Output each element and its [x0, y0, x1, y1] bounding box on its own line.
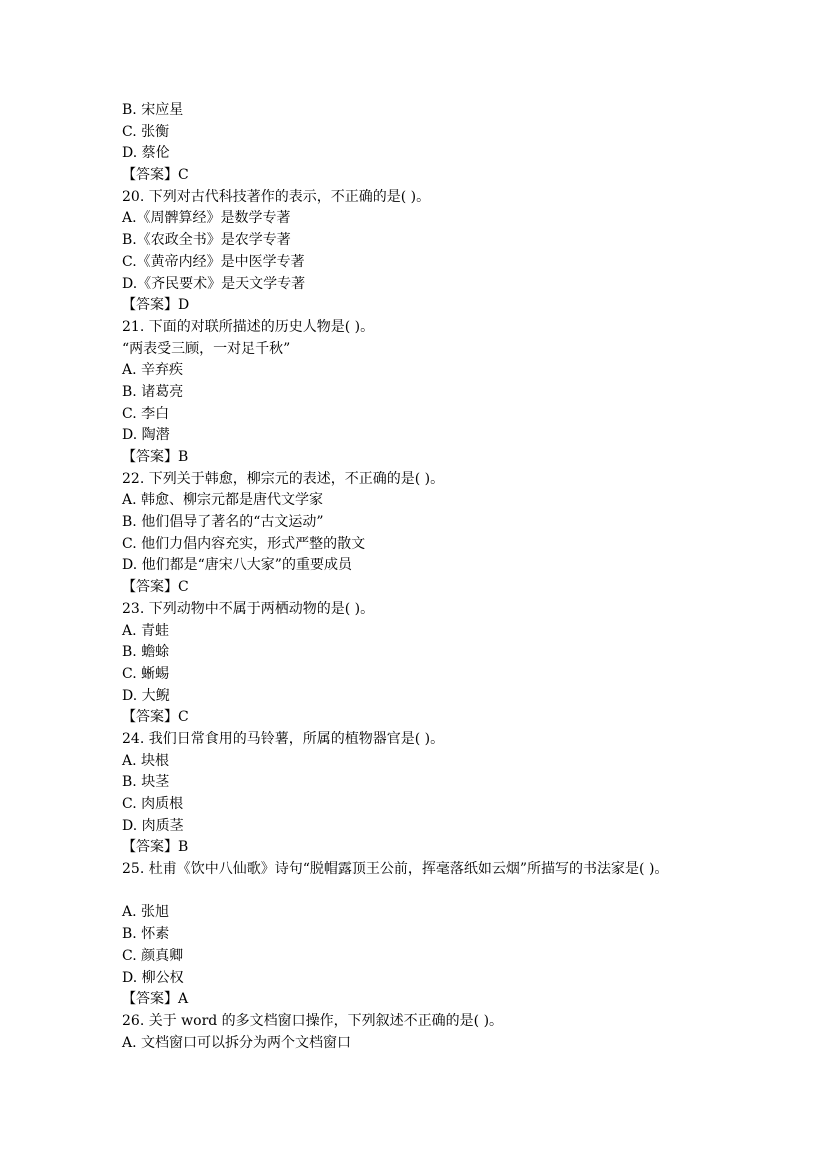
- question-26-option-a: A. 文档窗口可以拆分为两个文档窗口: [122, 1034, 352, 1051]
- question-20-option-b: B.《农政全书》是农学专著: [122, 232, 291, 249]
- question-25-option-a: A. 张旭: [122, 904, 170, 921]
- document-page: [122, 100, 762, 1054]
- question-20: 20. 下列对古代科技著作的表示，不正确的是( )。: [122, 188, 431, 205]
- question-25: 25. 杜甫《饮中八仙歌》诗句“脱帽露顶王公前，挥毫落纸如云烟”所描写的书法家是( )。: [122, 861, 669, 878]
- question-22-option-c: C. 他们力倡内容充实，形式严整的散文: [122, 535, 366, 552]
- question-21-option-b: B. 诸葛亮: [122, 383, 184, 400]
- question-21-option-a: A. 辛弃疾: [122, 362, 184, 379]
- answer-23: 【答案】C: [122, 709, 189, 726]
- question-23-option-b: B. 蟾蜍: [122, 644, 170, 661]
- question-23-option-d: D. 大鲵: [122, 687, 170, 704]
- question-23-option-a: A. 青蛙: [122, 622, 170, 639]
- answer-20: 【答案】D: [122, 297, 190, 314]
- question-23-option-c: C. 蜥蜴: [122, 665, 170, 682]
- question-22-option-d: D. 他们都是“唐宋八大家”的重要成员: [122, 557, 352, 574]
- option-b-song-yingxing: B. 宋应星: [122, 102, 184, 118]
- answer-24: 【答案】B: [122, 839, 189, 856]
- answer-25: 【答案】A: [122, 991, 189, 1008]
- question-21-option-d: D. 陶潜: [122, 427, 170, 444]
- question-25-option-c: C. 颜真卿: [122, 947, 184, 964]
- question-20-option-a: A.《周髀算经》是数学专著: [122, 210, 291, 227]
- question-22-option-a: A. 韩愈、柳宗元都是唐代文学家: [122, 492, 324, 509]
- question-20-option-c: C.《黄帝内经》是中医学专著: [122, 253, 305, 270]
- option-d-cai-lun: D. 蔡伦: [122, 145, 170, 162]
- question-25-option-b: B. 怀素: [122, 926, 170, 943]
- answer-19: 【答案】C: [122, 167, 189, 184]
- question-21: 21. 下面的对联所描述的历史人物是( )。: [122, 318, 375, 335]
- question-22: 22. 下列关于韩愈，柳宗元的表述，不正确的是( )。: [122, 470, 445, 487]
- question-21-couplet: “两表受三顾，一对足千秋”: [122, 340, 291, 357]
- question-25-option-d: D. 柳公权: [122, 969, 184, 986]
- answer-21: 【答案】B: [122, 449, 189, 465]
- question-24-option-b: B. 块茎: [122, 774, 170, 791]
- question-24-option-a: A. 块根: [122, 752, 170, 769]
- question-24-option-c: C. 肉质根: [122, 796, 184, 812]
- question-22-option-b: B. 他们倡导了著名的“古文运动”: [122, 514, 324, 531]
- answer-22: 【答案】C: [122, 579, 189, 596]
- question-23: 23. 下列动物中不属于两栖动物的是( )。: [122, 600, 375, 617]
- option-c-zhang-heng: C. 张衡: [122, 123, 170, 140]
- question-24: 24. 我们日常食用的马铃薯，所属的植物器官是( )。: [122, 730, 445, 747]
- question-20-option-d: D.《齐民要术》是天文学专著: [122, 275, 306, 292]
- question-26: 26. 关于 word 的多文档窗口操作，下列叙述不正确的是( )。: [122, 1012, 504, 1029]
- question-21-option-c: C. 李白: [122, 405, 170, 422]
- blank-line: [122, 881, 762, 903]
- question-24-option-d: D. 肉质茎: [122, 817, 184, 834]
